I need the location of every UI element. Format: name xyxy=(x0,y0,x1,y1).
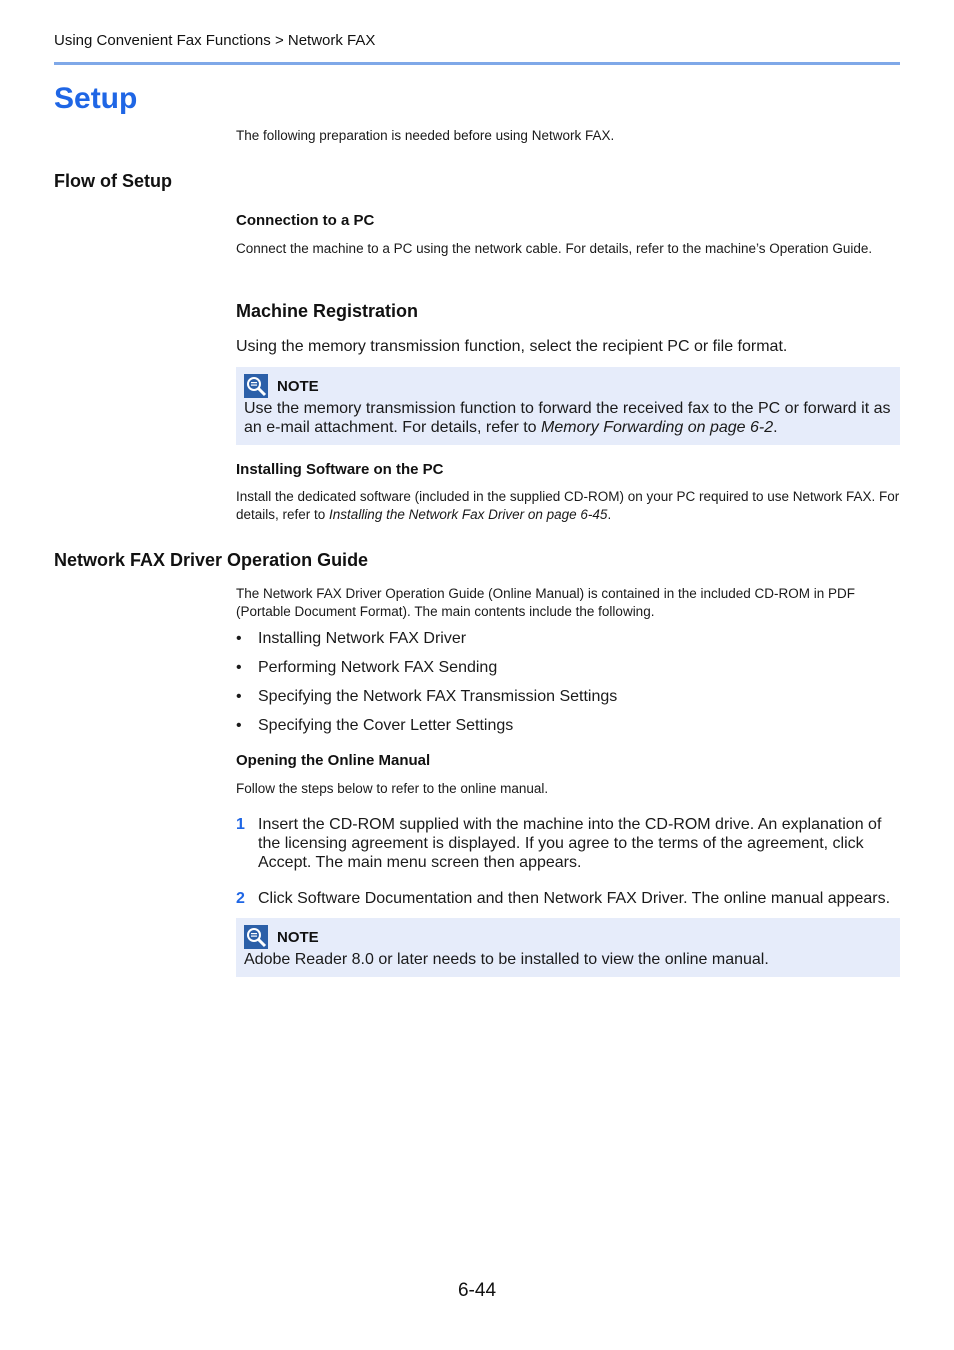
note-label: NOTE xyxy=(277,928,319,946)
flow-of-setup-heading: Flow of Setup xyxy=(54,171,172,191)
note-text: Adobe Reader 8.0 or later needs to be installed to view the online manual. xyxy=(244,951,769,968)
note-box-memory-forwarding xyxy=(236,367,900,445)
step-text: Insert the CD-ROM supplied with the machine into the CD-ROM drive. An explanation of the licensing agreement is displayed. If you agree to the terms of the agreement, click Accept. The main menu screen then appears. xyxy=(258,816,882,871)
opening-heading: Opening the Online Manual xyxy=(236,752,431,769)
software-reference: Installing the Network Fax Driver on page 6-45 xyxy=(329,507,608,522)
note-box-adobe-reader xyxy=(236,918,900,977)
registration-heading: Machine Registration xyxy=(236,301,419,321)
step-item xyxy=(236,815,900,872)
guide-text: The Network FAX Driver Operation Guide (Online Manual) is contained in the included CD-ROM in PDF (Portable Document Format). The main contents include the following. xyxy=(236,586,856,619)
opening-text: Follow the steps below to refer to the online manual. xyxy=(236,781,549,796)
guide-heading: Network FAX Driver Operation Guide xyxy=(54,550,369,570)
software-heading: Installing Software on the PC xyxy=(236,461,444,478)
list-item: • Specifying the Network FAX Transmission Settings xyxy=(236,688,618,705)
page-number: 6-44 xyxy=(457,1280,497,1301)
breadcrumb: Using Convenient Fax Functions > Network FAX xyxy=(54,32,376,49)
note-text: Use the memory transmission function to forward the received fax to the PC or forward it as an e-mail attachment. For details, refer to Memory Forwarding on page 6-2. xyxy=(244,400,891,436)
connection-heading: Connection to a PC xyxy=(236,212,375,229)
list-item: • Performing Network FAX Sending xyxy=(236,659,498,676)
header-divider xyxy=(54,62,900,65)
software-text: Install the dedicated software (included in the supplied CD-ROM) on your PC required to use Network FAX. For details, refer to Installing the Network Fax Driver on page 6-45. xyxy=(236,489,900,522)
step-item xyxy=(236,889,900,908)
registration-text: Using the memory transmission function, select the recipient PC or file format. xyxy=(236,338,788,355)
note-label: NOTE xyxy=(277,377,319,395)
step-number: 1 xyxy=(236,816,245,833)
list-item: • Installing Network FAX Driver xyxy=(236,630,467,647)
magnifier-note-icon xyxy=(244,925,268,949)
step-text: Click Software Documentation and then Network FAX Driver. The online manual appears. xyxy=(258,890,891,907)
intro-text: The following preparation is needed before using Network FAX. xyxy=(236,128,615,143)
magnifier-note-icon xyxy=(244,374,268,398)
list-item: • Specifying the Cover Letter Settings xyxy=(236,717,514,734)
note-reference: Memory Forwarding on page 6-2 xyxy=(541,419,774,436)
step-number: 2 xyxy=(236,890,245,907)
page-title: Setup xyxy=(54,82,138,115)
connection-text: Connect the machine to a PC using the network cable. For details, refer to the machine’s Operation Guide. xyxy=(236,241,873,256)
